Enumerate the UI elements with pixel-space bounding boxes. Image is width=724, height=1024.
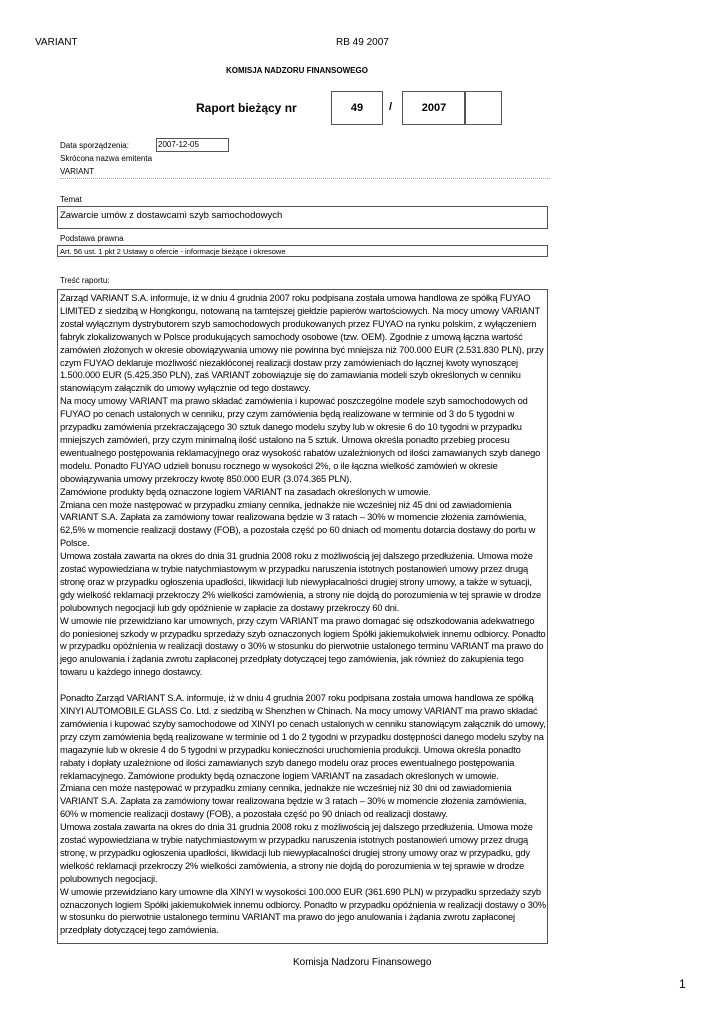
paragraph: Zmiana cen może następować w przypadku zmiany cennika, jednakże nie wcześniej niż 30 dni od zawiadomienia VARIANT S.A. Zapłata za zamówiony towar realizowana będzie w 3 ratach – 30% w momencie złożenia zamówienia, 60% w momencie realizacji dostawy (FOB), a pozostała część po 90 dniach od realizacji dostawy.: [60, 783, 527, 820]
legal-value: Art. 56 ust. 1 pkt 2 Ustawy o ofercie - informacje bieżące i okresowe: [57, 245, 548, 257]
subject-value: Zawarcie umów z dostawcami szyb samochodowych: [57, 206, 548, 229]
paragraph: Umowa została zawarta na okres do dnia 31 grudnia 2008 roku z możliwością jej dalszego przedłużenia. Umowa może zostać wypowiedziana w trybie natychmiastowym w przypadku naruszenia istotnych postanowień umowy przez drugą stronę, w przypadku ogłoszenia upadłości, likwidacji lub niewypłacalności drugiej strony umowy oraz w przypadku, gdy wielkość reklamacji przekroczy 2% wielkości zamówienia, a strony nie dojdą do porozumienia w tej sprawie w drodze polubownych negocjacji.: [60, 822, 533, 884]
footer-center: Komisja Nadzoru Finansowego: [293, 957, 432, 968]
page-title: KOMISJA NADZORU FINANSOWEGO: [226, 66, 368, 75]
page-number: 1: [679, 977, 686, 991]
date-label: Data sporządzenia:: [60, 141, 129, 150]
header-left: VARIANT: [35, 37, 78, 48]
report-extra-box: [464, 91, 502, 125]
content-box: [57, 289, 548, 944]
paragraph: Ponadto Zarząd VARIANT S.A. informuje, iż w dniu 4 grudnia 2007 roku podpisana została umowa handlowa ze spółką XINYI AUTOMOBILE GLASS Co. Ltd. z siedzibą w Shenzhen w Chinach. Na mocy umowy VARIANT ma prawo składać zamówienia i kupować szyby samochodowe od XINYI po cenach ustalonych w cenniku stanowiącym załącznik do umowy, przy czym zamówienia będą realizowane w terminie od 1 do 2 tygodni w przypadku dostępności danego modelu szyby na magazynie lub w okresie 4 do 5 tygodni w przypadku konieczności uruchomienia produkcji. Umowa określa ponadto rabaty i dopłaty uzależnione od ilości zamawianych szyb danego modelu oraz proces ewentualnego postępowania reklamacyjnego. Zamówione produkty będą oznaczone logiem VARIANT na zasadach określonych w umowie.: [60, 693, 546, 781]
paragraph: Zamówione produkty będą oznaczone logiem VARIANT na zasadach określonych w umowie.: [60, 486, 431, 497]
content-label: Treść raportu:: [60, 276, 110, 285]
report-label: Raport bieżący nr: [196, 101, 297, 115]
header-center: RB 49 2007: [336, 37, 389, 48]
report-number: 49: [350, 102, 364, 114]
paragraph: Zarząd VARIANT S.A. informuje, iż w dniu 4 grudnia 2007 roku podpisana została umowa handlowa ze spółką FUYAO LIMITED z siedzibą w Hongkongu, notowaną na tamtejszej giełdzie papierów wartościowych. Na mocy umowy VARIANT został wyłącznym dystrybutorem szyb samochodowych produkowanych przez FUYAO na rynku polskim, z wyłączeniem fabryk zlokalizowanych w Polsce produkujących samochody osobowe (tzw. OEM). Zgodnie z umową łączna wartość zamówień złożonych w okresie obowiązywania umowy nie powinna być mniejsza niż 700.000 EUR (2.531.830 PLN), przy czym FUYAO deklaruje możliwość niezakłóconej realizacji dostaw przy zamówieniach do łącznej kwoty wynoszącej 1.500.000 EUR (5.425.350 PLN), zaś VARIANT zobowiązuje się do zamawiania modeli szyb określonych w cenniku stanowiącym załącznik do umowy wyłącznie od tego dostawcy.: [60, 293, 544, 394]
report-separator: /: [389, 101, 393, 113]
issuer-divider: [60, 178, 550, 179]
issuer-value: VARIANT: [60, 167, 95, 176]
report-year: 2007: [421, 102, 447, 114]
issuer-label: Skrócona nazwa emitenta: [60, 154, 153, 163]
date-value: 2007-12-05: [156, 138, 229, 152]
paragraph: Na mocy umowy VARIANT ma prawo składać zamówienia i kupować poszczególne modele szyb samochodowych od FUYAO po cenach ustalonych w cenniku, przy czym zamówienia będą realizowane w terminie od 3 do 5 tygodni w przypadku zamówienia przekraczającego 30 sztuk danego modelu szyby lub w okresie 6 do 10 tygodni w przypadku mniejszych zamówień, przy czym minimalną ilość ustalono na 5 sztuk. Umowa określa ponadto przebieg procesu ewentualnego postępowania reklamacyjnego oraz wysokość rabatów uzależnionych od ilości zamawianych szyb danego modelu. Ponadto FUYAO udzieli bonusu rocznego w wysokości 2%, o ile łączna wielkość zamówień w okresie obowiązywania umowy przekroczy kwotę 850.000 EUR (3.074.365 PLN).: [60, 396, 541, 484]
paragraph: W umowie nie przewidziano kar umownych, przy czym VARIANT ma prawo domagać się odszkodowania adekwatnego do poniesionej szkody w przypadku sprzedaży szyb oznaczonych logiem Spółki jakiemukolwiek innemu odbiorcy. Ponadto w przypadku opóźnienia w realizacji dostawy o 30% w stosunku do pierwotnie ustalonego terminu VARIANT ma prawo do jego anulowania i żądania zwrotu zapłaconej przedpłaty dotyczącej tego zamówienia, jak również do zakupienia tego towaru u każdego innego dostawcy.: [60, 615, 546, 678]
paragraph: W umowie przewidziano kary umowne dla XINYI w wysokości 100.000 EUR (361.690 PLN) w przypadku sprzedaży szyb oznaczonych logiem Spółki jakiemukolwiek innemu odbiorcy. Ponadto w przypadku opóźnienia w realizacji dostawy o 30% w stosunku do pierwotnie ustalonego terminu VARIANT ma prawo do jego anulowania i żądania zwrotu zapłaconej przedpłaty dotyczącej tego zamówienia.: [60, 886, 546, 936]
legal-label: Podstawa prawna: [60, 234, 124, 243]
report-body: [60, 292, 546, 937]
report-number-box: [331, 91, 383, 125]
paragraph: Zmiana cen może następować w przypadku zmiany cennika, jednakże nie wcześniej niż 45 dni od zawiadomienia VARIANT S.A. Zapłata za zamówiony towar realizowana będzie w 3 ratach – 30% w momencie złożenia zamówienia, 62,5% w momencie realizacji dostawy (FOB), a pozostała część po 60 dniach od momentu dotarcia dostawy do portu w Polsce.: [60, 499, 536, 549]
report-year-box: [402, 91, 466, 125]
paragraph: Umowa została zawarta na okres do dnia 31 grudnia 2008 roku z możliwością jej dalszego przedłużenia. Umowa może zostać wypowiedziana w trybie natychmiastowym w przypadku naruszenia istotnych postanowień umowy przez drugą stronę oraz w przypadku ogłoszenia upadłości, likwidacji lub niewypłacalności drugiej strony umowy, a także w sytuacji, gdy wielkość reklamacji przekroczy 2% wielkości zamówienia, a strony nie dojdą do porozumienia w tej sprawie w drodze polubownych negocjacji lub gdy opóźnienie w zapłacie za dostawy przekroczy 60 dni.: [60, 551, 542, 613]
subject-label: Temat: [60, 195, 82, 204]
